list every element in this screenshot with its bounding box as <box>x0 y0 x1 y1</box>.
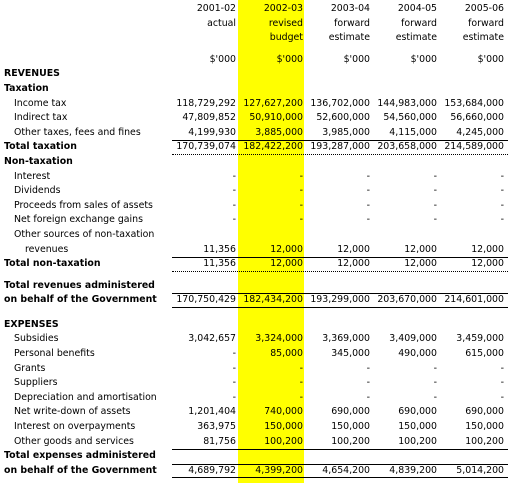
value-cell: - <box>232 391 236 403</box>
value-cell: - <box>232 377 236 389</box>
value-cell: 4,689,792 <box>188 464 236 476</box>
value-cell: 3,042,657 <box>188 333 236 345</box>
header-cell: $'000 <box>276 53 303 65</box>
table-row <box>0 111 510 126</box>
value-cell: 100,200 <box>398 435 437 447</box>
value-cell: - <box>366 199 370 211</box>
value-cell: - <box>500 377 504 389</box>
table-row <box>0 97 510 112</box>
value-cell: - <box>366 170 370 182</box>
value-cell: - <box>366 214 370 226</box>
value-cell: - <box>433 362 437 374</box>
header-cell: $'000 <box>343 53 370 65</box>
value-cell: - <box>366 377 370 389</box>
spacer <box>0 46 510 53</box>
value-cell: - <box>366 362 370 374</box>
value-cell: 12,000 <box>404 258 437 270</box>
row-label: on behalf of the Government <box>4 294 157 306</box>
value-cell: 3,324,000 <box>255 333 303 345</box>
value-cell: - <box>232 348 236 360</box>
row-label: Other sources of non-taxation <box>14 228 155 240</box>
value-cell: 50,910,000 <box>249 112 303 124</box>
value-cell: 740,000 <box>264 406 303 418</box>
value-cell: 12,000 <box>270 243 303 255</box>
header-cell: forward <box>468 17 504 29</box>
header-cell: forward <box>334 17 370 29</box>
value-cell: - <box>299 199 303 211</box>
row-label: Indirect tax <box>14 112 68 124</box>
spacer <box>0 272 510 279</box>
value-cell: 193,299,000 <box>310 294 370 306</box>
value-cell: - <box>232 199 236 211</box>
value-cell: - <box>433 377 437 389</box>
value-cell: 47,809,852 <box>182 112 236 124</box>
total-row-taxation <box>0 140 510 155</box>
value-cell: - <box>299 391 303 403</box>
value-cell: - <box>433 214 437 226</box>
row-label: Total expenses administered <box>4 450 156 462</box>
value-cell: - <box>500 391 504 403</box>
table-row <box>0 126 510 141</box>
header-cell: budget <box>269 32 303 44</box>
value-cell: 100,200 <box>465 435 504 447</box>
header-cell: 2005-06 <box>464 3 504 14</box>
header-row-type <box>0 17 510 32</box>
row-label: Proceeds from sales of assets <box>14 199 153 211</box>
value-cell: 100,200 <box>331 435 370 447</box>
section-label: EXPENSES <box>4 318 59 330</box>
value-cell: 4,399,200 <box>255 464 303 476</box>
row-label: Net foreign exchange gains <box>14 214 143 226</box>
table-row <box>0 362 510 377</box>
row-label: Subsidies <box>14 333 59 345</box>
header-cell: 2001-02 <box>196 3 236 14</box>
value-cell: 150,000 <box>264 421 303 433</box>
value-cell: 3,409,000 <box>389 333 437 345</box>
row-label: Total taxation <box>4 141 77 153</box>
value-cell: - <box>232 185 236 197</box>
table-body <box>0 2 510 478</box>
value-cell: - <box>500 362 504 374</box>
table-row <box>0 228 510 243</box>
subsection-label: Taxation <box>4 82 49 94</box>
table-row <box>0 332 510 347</box>
value-cell: - <box>500 199 504 211</box>
table-row <box>0 391 510 406</box>
subsection-heading-taxation <box>0 82 510 97</box>
row-label: revenues <box>25 243 69 255</box>
header-cell: 2002-03 <box>263 3 303 14</box>
value-cell: 153,684,000 <box>444 97 504 109</box>
header-row-subtype <box>0 31 510 46</box>
value-cell: - <box>299 214 303 226</box>
value-cell: - <box>299 185 303 197</box>
value-cell: 615,000 <box>465 348 504 360</box>
row-label: Personal benefits <box>14 348 95 360</box>
value-cell: 12,000 <box>404 243 437 255</box>
value-cell: 127,627,200 <box>243 97 303 109</box>
row-label: Other taxes, fees and fines <box>14 126 141 138</box>
value-cell: 182,422,200 <box>243 141 303 153</box>
table-row <box>0 184 510 199</box>
row-label: Interest on overpayments <box>14 421 136 433</box>
value-cell: - <box>433 391 437 403</box>
spacer <box>0 308 510 318</box>
value-cell: 363,975 <box>197 421 236 433</box>
value-cell: 3,369,000 <box>322 333 370 345</box>
table-row <box>0 170 510 185</box>
total-revenues-label-row <box>0 279 510 294</box>
value-cell: 4,839,200 <box>389 464 437 476</box>
row-label: Net write-down of assets <box>14 406 131 418</box>
header-cell: estimate <box>462 32 504 44</box>
table-row <box>0 243 510 258</box>
value-cell: 690,000 <box>331 406 370 418</box>
header-cell: estimate <box>395 32 437 44</box>
subsection-heading-non-taxation <box>0 155 510 170</box>
value-cell: 54,560,000 <box>383 112 437 124</box>
value-cell: 4,654,200 <box>322 464 370 476</box>
value-cell: 11,356 <box>203 243 236 255</box>
value-cell: 214,601,000 <box>444 294 504 306</box>
value-cell: 3,985,000 <box>322 126 370 138</box>
section-heading-revenues <box>0 67 510 82</box>
value-cell: - <box>232 362 236 374</box>
row-label: Total revenues administered <box>4 279 155 291</box>
value-cell: 203,658,000 <box>377 141 437 153</box>
value-cell: - <box>299 170 303 182</box>
section-label: REVENUES <box>4 68 60 80</box>
value-cell: - <box>232 214 236 226</box>
value-cell: - <box>500 170 504 182</box>
header-cell: $'000 <box>410 53 437 65</box>
value-cell: 690,000 <box>465 406 504 418</box>
value-cell: 203,670,000 <box>377 294 437 306</box>
row-label: Total non-taxation <box>4 258 101 270</box>
value-cell: 193,287,000 <box>310 141 370 153</box>
value-cell: 144,983,000 <box>377 97 437 109</box>
table-row <box>0 199 510 214</box>
value-cell: 136,702,000 <box>310 97 370 109</box>
value-cell: 11,356 <box>203 258 236 270</box>
header-row-units <box>0 53 510 68</box>
row-label: Suppliers <box>14 377 58 389</box>
value-cell: - <box>366 391 370 403</box>
value-cell: 150,000 <box>398 421 437 433</box>
value-cell: - <box>433 170 437 182</box>
table-row <box>0 213 510 228</box>
value-cell: 690,000 <box>398 406 437 418</box>
value-cell: - <box>500 214 504 226</box>
value-cell: - <box>433 185 437 197</box>
value-cell: 4,115,000 <box>389 126 437 138</box>
value-cell: 150,000 <box>465 421 504 433</box>
header-cell: $'000 <box>477 53 504 65</box>
value-cell: 12,000 <box>337 243 370 255</box>
value-cell: 85,000 <box>270 348 303 360</box>
row-label: Other goods and services <box>14 435 134 447</box>
row-label: Dividends <box>14 185 61 197</box>
total-expenses-label-row <box>0 449 510 464</box>
total-row-expenses <box>0 464 510 479</box>
header-cell: 2003-04 <box>330 3 370 14</box>
value-cell: 12,000 <box>471 243 504 255</box>
value-cell: 1,201,404 <box>188 406 236 418</box>
table-row <box>0 435 510 450</box>
header-cell: estimate <box>328 32 370 44</box>
table-row <box>0 376 510 391</box>
value-cell: 490,000 <box>398 348 437 360</box>
value-cell: - <box>366 185 370 197</box>
value-cell: 4,199,930 <box>188 126 236 138</box>
value-cell: 118,729,292 <box>176 97 236 109</box>
header-row-years <box>0 2 510 17</box>
value-cell: 52,600,000 <box>316 112 370 124</box>
value-cell: 170,739,074 <box>176 141 236 153</box>
value-cell: - <box>299 377 303 389</box>
header-cell: 2004-05 <box>397 3 437 14</box>
value-cell: 100,200 <box>264 435 303 447</box>
total-row-revenues <box>0 293 510 308</box>
value-cell: 12,000 <box>337 258 370 270</box>
total-row-non-taxation <box>0 257 510 272</box>
value-cell: 214,589,000 <box>444 141 504 153</box>
value-cell: 5,014,200 <box>456 464 504 476</box>
header-cell: $'000 <box>209 53 236 65</box>
value-cell: - <box>433 199 437 211</box>
value-cell: 345,000 <box>331 348 370 360</box>
value-cell: 3,459,000 <box>456 333 504 345</box>
value-cell: 150,000 <box>331 421 370 433</box>
header-cell: actual <box>207 17 236 29</box>
header-cell: revised <box>268 17 303 29</box>
value-cell: 81,756 <box>203 435 236 447</box>
row-label: on behalf of the Government <box>4 464 157 476</box>
value-cell: 12,000 <box>270 258 303 270</box>
table-row <box>0 347 510 362</box>
value-cell: 3,885,000 <box>255 126 303 138</box>
subsection-label: Non-taxation <box>4 155 73 167</box>
value-cell: - <box>299 362 303 374</box>
value-cell: - <box>500 185 504 197</box>
row-label: Grants <box>14 362 46 374</box>
value-cell: - <box>232 170 236 182</box>
row-label: Interest <box>14 170 51 182</box>
row-label: Depreciation and amortisation <box>14 391 157 403</box>
section-heading-expenses <box>0 318 510 333</box>
value-cell: 182,434,200 <box>243 294 303 306</box>
row-label: Income tax <box>14 97 67 109</box>
rule-line <box>172 449 508 450</box>
value-cell: 12,000 <box>471 258 504 270</box>
table-row <box>0 420 510 435</box>
value-cell: 4,245,000 <box>456 126 504 138</box>
value-cell: 170,750,429 <box>176 294 236 306</box>
header-cell: forward <box>401 17 437 29</box>
table-row <box>0 405 510 420</box>
value-cell: 56,660,000 <box>450 112 504 124</box>
